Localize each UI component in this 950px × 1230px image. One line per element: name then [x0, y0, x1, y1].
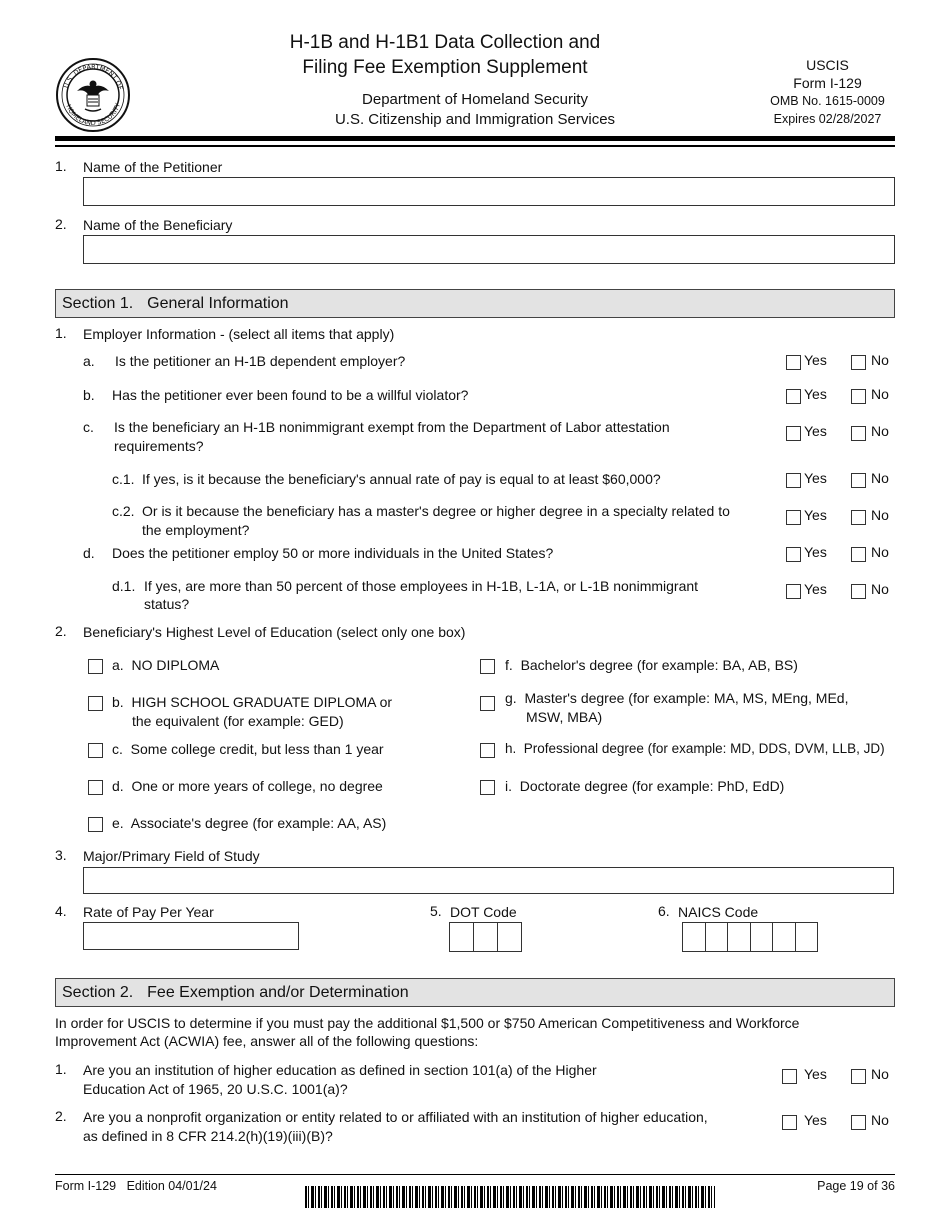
employer-info-number: 1.	[55, 325, 67, 341]
item-d-prefix: d.	[83, 545, 95, 561]
fee-q2-no-label: No	[871, 1112, 889, 1128]
item-a-text: Is the petitioner an H-1B dependent employer?	[115, 353, 406, 369]
item-a-yes-checkbox[interactable]	[786, 355, 801, 370]
edu-e-label: e. Associate's degree (for example: AA, AS)	[112, 815, 387, 831]
beneficiary-name-input[interactable]	[83, 235, 895, 264]
item-d-yes-checkbox[interactable]	[786, 547, 801, 562]
rate-of-pay-label: Rate of Pay Per Year	[83, 904, 214, 920]
fee-q1-number: 1.	[55, 1061, 67, 1077]
beneficiary-number: 2.	[55, 216, 67, 232]
edu-g-label-cont: MSW, MBA)	[526, 709, 603, 725]
item-c2-yes-checkbox[interactable]	[786, 510, 801, 525]
fee-q2-text-cont: as defined in 8 CFR 214.2(h)(19)(iii)(B)?	[83, 1128, 333, 1144]
item-d-text: Does the petitioner employ 50 or more individuals in the United States?	[112, 545, 554, 561]
form-title	[260, 30, 630, 80]
dhs-seal-logo	[55, 57, 131, 133]
edu-b-label: b. HIGH SCHOOL GRADUATE DIPLOMA or	[112, 694, 393, 710]
item-d1-text: If yes, are more than 50 percent of those employees in H-1B, L-1A, or L-1B nonimmigrant	[144, 578, 699, 594]
item-c2-yes-label: Yes	[804, 507, 827, 523]
edu-c-checkbox[interactable]	[88, 743, 103, 758]
item-c1-yes-checkbox[interactable]	[786, 473, 801, 488]
fee-q2-yes-checkbox[interactable]	[782, 1115, 797, 1130]
dot-code-input[interactable]	[449, 922, 522, 952]
header-rule-thick	[55, 136, 895, 141]
field-of-study-input[interactable]	[83, 867, 894, 894]
fee-q2-no-checkbox[interactable]	[851, 1115, 866, 1130]
barcode-image	[305, 1186, 715, 1208]
beneficiary-label: Name of the Beneficiary	[83, 217, 233, 233]
item-a-no-checkbox[interactable]	[851, 355, 866, 370]
item-c1-no-label: No	[871, 470, 889, 486]
item-d1-text-cont: status?	[144, 596, 190, 612]
item-d1-no-label: No	[871, 581, 889, 597]
dot-code-label: DOT Code	[450, 904, 517, 920]
section2-intro-line2: Improvement Act (ACWIA) fee, answer all of the following questions:	[55, 1033, 479, 1049]
item-b-no-label: No	[871, 386, 889, 402]
education-number: 2.	[55, 623, 67, 639]
naics-code-label: NAICS Code	[678, 904, 759, 920]
edu-c-label: c. Some college credit, but less than 1 year	[112, 741, 384, 757]
edu-g-checkbox[interactable]	[480, 696, 495, 711]
item-d1-prefix: d.1.	[112, 578, 136, 594]
edu-a-checkbox[interactable]	[88, 659, 103, 674]
fee-q1-yes-label: Yes	[804, 1066, 827, 1082]
edu-f-label: f. Bachelor's degree (for example: BA, AB, BS)	[505, 657, 798, 673]
footer-form-edition: Form I-129 Edition 04/01/24	[55, 1179, 217, 1193]
item-c-text-cont: requirements?	[114, 438, 204, 454]
item-c2-no-label: No	[871, 507, 889, 523]
uscis-label: USCIS	[806, 57, 849, 73]
item-a-yes-label: Yes	[804, 352, 827, 368]
fee-q2-text: Are you a nonprofit organization or entity related to or affiliated with an institution of higher education,	[83, 1109, 708, 1125]
item-d1-no-checkbox[interactable]	[851, 584, 866, 599]
item-d-no-checkbox[interactable]	[851, 547, 866, 562]
expiration-date: Expires 02/28/2027	[773, 112, 882, 126]
naics-code-input[interactable]	[682, 922, 818, 952]
section2-intro-line1: In order for USCIS to determine if you must pay the additional $1,500 or $750 American Competitiveness and Workforce	[55, 1015, 800, 1031]
omb-number: OMB No. 1615-0009	[770, 94, 885, 108]
fee-q2-yes-label: Yes	[804, 1112, 827, 1128]
item-c-yes-checkbox[interactable]	[786, 426, 801, 441]
item-b-yes-label: Yes	[804, 386, 827, 402]
agency-name: U.S. Citizenship and Immigration Services	[334, 111, 616, 128]
field-of-study-number: 3.	[55, 847, 67, 863]
form-title-line1: H-1B and H-1B1 Data Collection and	[289, 32, 601, 53]
seal-top-text: U.S. DEPARTMENT OF	[62, 62, 125, 91]
fee-q1-no-checkbox[interactable]	[851, 1069, 866, 1084]
petitioner-label: Name of the Petitioner	[83, 159, 223, 175]
edu-i-checkbox[interactable]	[480, 780, 495, 795]
agency-block	[300, 90, 650, 130]
item-d1-yes-label: Yes	[804, 581, 827, 597]
item-b-yes-checkbox[interactable]	[786, 389, 801, 404]
petitioner-number: 1.	[55, 158, 67, 174]
item-c2-no-checkbox[interactable]	[851, 510, 866, 525]
item-c-text: Is the beneficiary an H-1B nonimmigrant exempt from the Department of Labor attestation	[114, 419, 670, 435]
fee-q1-text-cont: Education Act of 1965, 20 U.S.C. 1001(a)?	[83, 1081, 348, 1097]
fee-q1-no-label: No	[871, 1066, 889, 1082]
edu-g-label: g. Master's degree (for example: MA, MS, MEng, MEd,	[505, 690, 849, 706]
item-c-yes-label: Yes	[804, 423, 827, 439]
item-c1-no-checkbox[interactable]	[851, 473, 866, 488]
form-identifier	[760, 56, 895, 128]
field-of-study-label: Major/Primary Field of Study	[83, 848, 260, 864]
item-a-prefix: a.	[83, 353, 95, 369]
section1-number: Section 1.	[62, 295, 134, 312]
edu-f-checkbox[interactable]	[480, 659, 495, 674]
item-d-yes-label: Yes	[804, 544, 827, 560]
edu-b-checkbox[interactable]	[88, 696, 103, 711]
item-c-no-label: No	[871, 423, 889, 439]
item-c1-text: If yes, is it because the beneficiary's annual rate of pay is equal to at least $60,000?	[142, 471, 661, 487]
header-rule-thin	[55, 145, 895, 147]
item-b-no-checkbox[interactable]	[851, 389, 866, 404]
footer-page-number: Page 19 of 36	[817, 1179, 895, 1193]
item-c2-text-cont: the employment?	[142, 522, 250, 538]
department-name: Department of Homeland Security	[362, 91, 588, 108]
fee-q1-text: Are you an institution of higher education as defined in section 101(a) of the Higher	[83, 1062, 597, 1078]
section2-title: Fee Exemption and/or Determination	[147, 984, 409, 1001]
form-title-line2: Filing Fee Exemption Supplement	[302, 57, 588, 78]
item-c2-text: Or is it because the beneficiary has a master's degree or higher degree in a specialty related to	[142, 503, 730, 519]
edu-a-label: a. NO DIPLOMA	[112, 657, 220, 673]
fee-q2-number: 2.	[55, 1108, 67, 1124]
seal-bottom-text: HOMELAND SECURITY	[64, 102, 123, 128]
rate-of-pay-input[interactable]	[83, 922, 299, 950]
education-heading: Beneficiary's Highest Level of Education (select only one box)	[83, 624, 466, 640]
footer-rule	[55, 1174, 895, 1175]
item-d-no-label: No	[871, 544, 889, 560]
edu-i-label: i. Doctorate degree (for example: PhD, EdD)	[505, 778, 785, 794]
fee-q1-yes-checkbox[interactable]	[782, 1069, 797, 1084]
edu-b-label-cont: the equivalent (for example: GED)	[132, 713, 344, 729]
form-number: Form I-129	[793, 75, 862, 91]
edu-e-checkbox[interactable]	[88, 817, 103, 832]
section1-header	[55, 289, 895, 318]
naics-code-number: 6.	[658, 903, 670, 919]
section1-title: General Information	[147, 295, 289, 312]
rate-of-pay-number: 4.	[55, 903, 67, 919]
edu-h-label: h. Professional degree (for example: MD, DDS, DVM, LLB, JD)	[505, 741, 885, 756]
item-c-prefix: c.	[83, 419, 94, 435]
edu-h-checkbox[interactable]	[480, 743, 495, 758]
dot-code-number: 5.	[430, 903, 442, 919]
petitioner-name-input[interactable]	[83, 177, 895, 206]
item-c2-prefix: c.2.	[112, 503, 135, 519]
item-a-no-label: No	[871, 352, 889, 368]
item-d1-yes-checkbox[interactable]	[786, 584, 801, 599]
item-b-prefix: b.	[83, 387, 95, 403]
employer-info-heading: Employer Information - (select all items that apply)	[83, 326, 395, 342]
edu-d-label: d. One or more years of college, no degree	[112, 778, 383, 794]
section2-number: Section 2.	[62, 984, 134, 1001]
item-b-text: Has the petitioner ever been found to be a willful violator?	[112, 387, 469, 403]
section2-header	[55, 978, 895, 1007]
item-c1-yes-label: Yes	[804, 470, 827, 486]
item-c1-prefix: c.1.	[112, 471, 135, 487]
item-c-no-checkbox[interactable]	[851, 426, 866, 441]
edu-d-checkbox[interactable]	[88, 780, 103, 795]
